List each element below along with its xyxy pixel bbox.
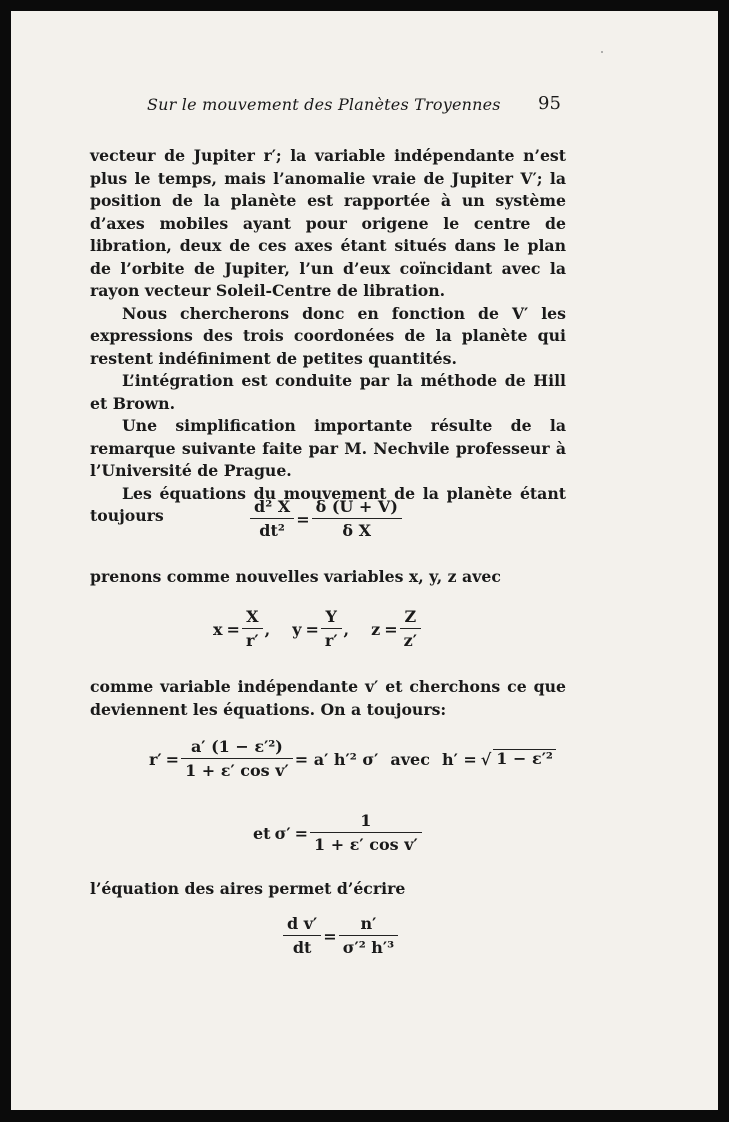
eq2-z-num: Z: [400, 607, 421, 629]
eq5-lhs-num: d v′: [283, 914, 321, 936]
equation-sigma: [251, 811, 422, 855]
eq2-y-num: Y: [321, 607, 342, 629]
body-text-4: [90, 878, 566, 901]
equation-variables: [211, 607, 421, 651]
eq3-h-lhs: h′ =: [441, 749, 477, 769]
eq1-lhs-den: dt²: [259, 521, 285, 540]
eq3-avec: avec: [390, 749, 430, 769]
eq3-equals: =: [165, 749, 180, 769]
eq2-z-lhs: z: [371, 619, 381, 639]
paragraph-4: Une simplification importante résulte de la remarque suivante faite par M. Nechvile professeur à l’Université de Prague.: [90, 416, 566, 480]
eq2-z-equals: =: [384, 619, 398, 639]
body-text-3: [90, 676, 566, 721]
paragraph-6: prenons comme nouvelles variables x, y, z avec: [90, 567, 501, 586]
paragraph-3: L’intégration est conduite par la méthode de Hill et Brown.: [90, 371, 566, 413]
scan-speck: [601, 51, 603, 53]
paragraph-2: Nous chercherons donc en fonction de V′ les expressions des trois coordonées de la planète qui restent indéfiniment de petites quantités.: [90, 303, 566, 368]
eq1-lhs-num: d² X: [250, 497, 294, 519]
eq2-y-lhs: y: [292, 619, 302, 639]
eq3-sqrt-content: 1 − ε′²: [493, 749, 556, 768]
page-header: [11, 95, 718, 125]
eq2-sep2: ,: [343, 619, 350, 639]
eq2-x-lhs: x: [213, 619, 223, 639]
eq4-lhs: σ′: [274, 823, 291, 843]
eq5-rhs-num: n′: [339, 914, 398, 936]
eq3-den: 1 + ε′ cos v′: [185, 761, 289, 780]
eq1-equals: =: [296, 509, 310, 529]
equation-radius: [147, 737, 556, 781]
body-text-2: [90, 566, 566, 589]
eq2-sep1: ,: [264, 619, 271, 639]
book-page: [11, 11, 718, 1110]
eq1-rhs-den: δ X: [342, 521, 372, 540]
eq4-equals: =: [294, 823, 308, 843]
paragraph-8: l’équation des aires permet d’écrire: [90, 879, 406, 898]
eq5-rhs-den: σ′² h′³: [342, 938, 395, 957]
eq2-y-equals: =: [305, 619, 319, 639]
body-text: [90, 145, 566, 528]
eq5-lhs-den: dt: [292, 938, 312, 957]
paragraph-5: Les équations du mouvement de la planète étant toujours: [90, 483, 566, 525]
sqrt-icon: √: [480, 749, 492, 769]
running-title: Sur le mouvement des Planètes Troyennes: [147, 95, 501, 114]
eq2-z-den: z′: [403, 631, 417, 650]
eq4-num: 1: [310, 811, 422, 833]
eq2-x-num: X: [242, 607, 263, 629]
equation-motion: [250, 497, 402, 541]
eq4-prefix: et: [253, 823, 271, 843]
eq4-den: 1 + ε′ cos v′: [314, 835, 418, 854]
paragraph-7: comme variable indépendante v′ et cherchons ce que deviennent les équations. On a toujours:: [90, 677, 566, 719]
eq3-rhs: = a′ h′² σ′: [294, 749, 379, 769]
page-number: 95: [538, 93, 561, 114]
eq2-x-equals: =: [226, 619, 240, 639]
eq1-rhs-num: δ (U + V): [312, 497, 402, 519]
eq5-equals: =: [323, 926, 337, 946]
eq3-lhs: r′: [149, 749, 162, 769]
eq2-y-den: r′: [324, 631, 338, 650]
eq2-x-den: r′: [245, 631, 259, 650]
equation-areas: [283, 914, 398, 958]
paragraph-1: vecteur de Jupiter r′; la variable indépendante n’est plus le temps, mais l’anomalie vraie de Jupiter V′; la position de la planète est rapportée à un système d’axes mobiles ayant pour origene le centre de libration, deux de ces axes étant situés dans le plan de l’orbite de Jupiter, l’un d’eux coïncidant avec la rayon vecteur Soleil-Centre de libration.: [90, 146, 566, 300]
eq3-num: a′ (1 − ε′²): [181, 737, 293, 759]
